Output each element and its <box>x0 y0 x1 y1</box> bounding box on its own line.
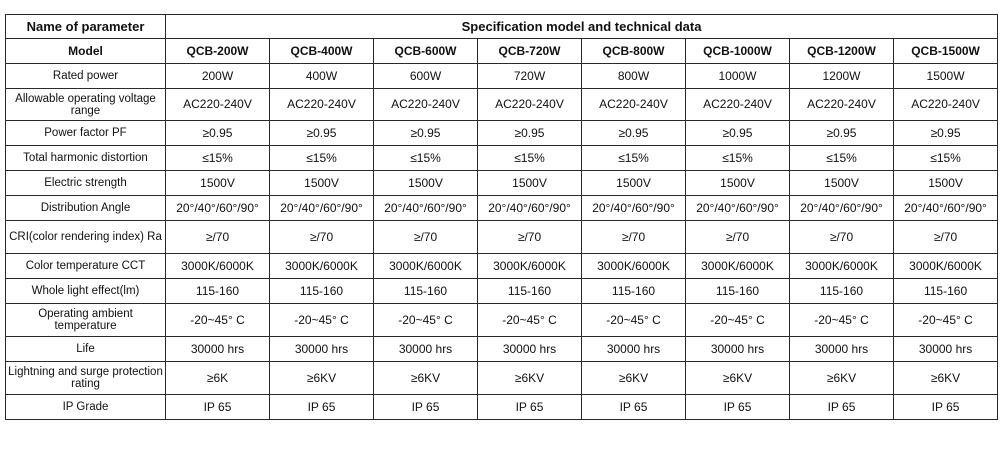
value-cell: 1500V <box>166 171 270 196</box>
value-cell: ≥0.95 <box>686 121 790 146</box>
value-cell: 200W <box>166 64 270 89</box>
param-label: Whole light effect(lm) <box>6 279 166 304</box>
value-cell: ≥6KV <box>790 362 894 395</box>
value-cell: 115-160 <box>686 279 790 304</box>
spec-row <box>6 89 998 121</box>
param-label: Life <box>6 337 166 362</box>
value-cell: 20°/40°/60°/90° <box>894 196 998 221</box>
param-label: Lightning and surge protection rating <box>6 362 166 395</box>
value-cell: 1500V <box>478 171 582 196</box>
param-label: Electric strength <box>6 171 166 196</box>
value-cell: 115-160 <box>270 279 374 304</box>
value-cell: IP 65 <box>582 395 686 420</box>
value-cell: AC220-240V <box>790 89 894 121</box>
value-cell: 30000 hrs <box>166 337 270 362</box>
value-cell: 1500V <box>686 171 790 196</box>
spec-row <box>6 279 998 304</box>
model-cell: QCB-200W <box>166 39 270 64</box>
param-label: Rated power <box>6 64 166 89</box>
param-label: CRI(color rendering index) Ra <box>6 221 166 254</box>
value-cell: 3000K/6000K <box>582 254 686 279</box>
value-cell: 30000 hrs <box>582 337 686 362</box>
value-cell: -20~45° C <box>582 304 686 337</box>
value-cell: 20°/40°/60°/90° <box>790 196 894 221</box>
value-cell: 600W <box>374 64 478 89</box>
value-cell: ≥0.95 <box>582 121 686 146</box>
value-cell: -20~45° C <box>166 304 270 337</box>
value-cell: ≥6K <box>166 362 270 395</box>
spec-row <box>6 337 998 362</box>
value-cell: ≥/70 <box>478 221 582 254</box>
value-cell: 115-160 <box>582 279 686 304</box>
value-cell: AC220-240V <box>478 89 582 121</box>
value-cell: -20~45° C <box>270 304 374 337</box>
spec-row <box>6 146 998 171</box>
value-cell: 720W <box>478 64 582 89</box>
spec-row <box>6 171 998 196</box>
value-cell: 30000 hrs <box>686 337 790 362</box>
value-cell: 3000K/6000K <box>374 254 478 279</box>
value-cell: ≥/70 <box>270 221 374 254</box>
spec-row <box>6 121 998 146</box>
value-cell: ≤15% <box>478 146 582 171</box>
value-cell: 1500W <box>894 64 998 89</box>
model-cell: QCB-1000W <box>686 39 790 64</box>
value-cell: ≥/70 <box>790 221 894 254</box>
value-cell: 30000 hrs <box>790 337 894 362</box>
value-cell: 20°/40°/60°/90° <box>270 196 374 221</box>
param-label: Power factor PF <box>6 121 166 146</box>
value-cell: IP 65 <box>270 395 374 420</box>
value-cell: ≤15% <box>790 146 894 171</box>
value-cell: ≥0.95 <box>894 121 998 146</box>
value-cell: AC220-240V <box>686 89 790 121</box>
value-cell: 30000 hrs <box>894 337 998 362</box>
value-cell: AC220-240V <box>270 89 374 121</box>
value-cell: ≤15% <box>166 146 270 171</box>
value-cell: 3000K/6000K <box>790 254 894 279</box>
value-cell: 3000K/6000K <box>894 254 998 279</box>
value-cell: 1500V <box>790 171 894 196</box>
value-cell: -20~45° C <box>686 304 790 337</box>
value-cell: ≥0.95 <box>166 121 270 146</box>
value-cell: ≥6KV <box>686 362 790 395</box>
value-cell: -20~45° C <box>374 304 478 337</box>
value-cell: 30000 hrs <box>478 337 582 362</box>
value-cell: ≥6KV <box>374 362 478 395</box>
model-row <box>6 39 998 64</box>
value-cell: 1500V <box>374 171 478 196</box>
value-cell: 115-160 <box>166 279 270 304</box>
spec-row <box>6 362 998 395</box>
value-cell: ≥6KV <box>582 362 686 395</box>
value-cell: 30000 hrs <box>270 337 374 362</box>
spec-row <box>6 395 998 420</box>
value-cell: 3000K/6000K <box>166 254 270 279</box>
value-cell: 20°/40°/60°/90° <box>166 196 270 221</box>
param-label: Allowable operating voltage range <box>6 89 166 121</box>
value-cell: 20°/40°/60°/90° <box>582 196 686 221</box>
value-cell: IP 65 <box>790 395 894 420</box>
param-label: Distribution Angle <box>6 196 166 221</box>
value-cell: AC220-240V <box>166 89 270 121</box>
param-label: Color temperature CCT <box>6 254 166 279</box>
value-cell: ≥6KV <box>894 362 998 395</box>
value-cell: -20~45° C <box>478 304 582 337</box>
value-cell: ≤15% <box>270 146 374 171</box>
specification-table <box>5 14 998 420</box>
value-cell: 3000K/6000K <box>270 254 374 279</box>
value-cell: ≥0.95 <box>478 121 582 146</box>
param-label: IP Grade <box>6 395 166 420</box>
spec-row <box>6 196 998 221</box>
value-cell: 1500V <box>270 171 374 196</box>
value-cell: IP 65 <box>478 395 582 420</box>
value-cell: 20°/40°/60°/90° <box>374 196 478 221</box>
value-cell: ≥0.95 <box>374 121 478 146</box>
value-cell: ≥/70 <box>894 221 998 254</box>
model-cell: QCB-600W <box>374 39 478 64</box>
value-cell: 20°/40°/60°/90° <box>478 196 582 221</box>
spec-row <box>6 64 998 89</box>
spec-row <box>6 304 998 337</box>
value-cell: 115-160 <box>790 279 894 304</box>
value-cell: 20°/40°/60°/90° <box>686 196 790 221</box>
value-cell: AC220-240V <box>374 89 478 121</box>
value-cell: 400W <box>270 64 374 89</box>
header-row <box>6 15 998 39</box>
value-cell: ≤15% <box>894 146 998 171</box>
value-cell: ≥6KV <box>270 362 374 395</box>
value-cell: ≥/70 <box>166 221 270 254</box>
value-cell: 115-160 <box>478 279 582 304</box>
value-cell: 115-160 <box>374 279 478 304</box>
param-label: Operating ambient temperature <box>6 304 166 337</box>
spec-table-container <box>5 14 998 420</box>
model-cell: QCB-720W <box>478 39 582 64</box>
value-cell: 1000W <box>686 64 790 89</box>
value-cell: IP 65 <box>686 395 790 420</box>
model-cell: QCB-1200W <box>790 39 894 64</box>
model-cell: QCB-800W <box>582 39 686 64</box>
value-cell: 1200W <box>790 64 894 89</box>
value-cell: ≥/70 <box>582 221 686 254</box>
value-cell: IP 65 <box>166 395 270 420</box>
param-label: Total harmonic distortion <box>6 146 166 171</box>
value-cell: ≥6KV <box>478 362 582 395</box>
value-cell: 3000K/6000K <box>478 254 582 279</box>
value-cell: 1500V <box>894 171 998 196</box>
value-cell: 30000 hrs <box>374 337 478 362</box>
value-cell: -20~45° C <box>790 304 894 337</box>
spec-row <box>6 254 998 279</box>
model-cell: QCB-400W <box>270 39 374 64</box>
value-cell: IP 65 <box>894 395 998 420</box>
value-cell: AC220-240V <box>582 89 686 121</box>
value-cell: ≥/70 <box>686 221 790 254</box>
value-cell: 800W <box>582 64 686 89</box>
value-cell: IP 65 <box>374 395 478 420</box>
value-cell: 3000K/6000K <box>686 254 790 279</box>
value-cell: ≤15% <box>582 146 686 171</box>
value-cell: ≤15% <box>686 146 790 171</box>
value-cell: ≥0.95 <box>790 121 894 146</box>
value-cell: 115-160 <box>894 279 998 304</box>
value-cell: ≥/70 <box>374 221 478 254</box>
model-label: Model <box>6 39 166 64</box>
spec-header: Specification model and technical data <box>166 15 998 39</box>
value-cell: 1500V <box>582 171 686 196</box>
model-cell: QCB-1500W <box>894 39 998 64</box>
param-header: Name of parameter <box>6 15 166 39</box>
value-cell: AC220-240V <box>894 89 998 121</box>
spec-row <box>6 221 998 254</box>
value-cell: -20~45° C <box>894 304 998 337</box>
value-cell: ≤15% <box>374 146 478 171</box>
value-cell: ≥0.95 <box>270 121 374 146</box>
